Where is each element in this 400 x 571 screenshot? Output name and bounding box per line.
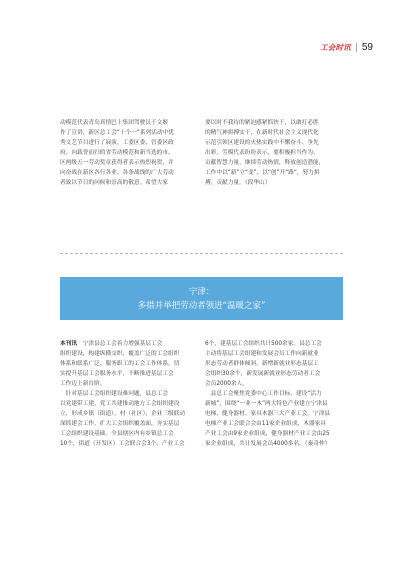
text-line: 贡献智慧力量，继续劳动热情，释放创造潜能， xyxy=(205,160,325,166)
text-line: 的精气神拼搏实干，在新时代社会主义现代化 xyxy=(205,130,319,136)
page-header xyxy=(320,40,373,54)
text-line: 府、向载誉而归的省劳动模范和新当选的市、 xyxy=(60,150,174,156)
section-divider xyxy=(60,253,343,254)
top-right-column xyxy=(205,118,347,188)
text-line: 电梯、健身器材、家具木器三大产业工会。宁津县 xyxy=(205,411,331,417)
text-line: 会组织30余个，新发展新就业形态劳动者工会 xyxy=(205,371,321,377)
text-line: 体系和联系广泛、服务职工的工会工作体系，切 xyxy=(60,361,180,367)
header-divider xyxy=(356,43,357,52)
text-line: 县总工会聚焦党委中心工作目标，建设“活力 xyxy=(205,391,322,397)
text-line: 形态劳动者群体倾斜，新增新就业形态基层工 xyxy=(205,361,319,367)
text-line: 产业工会由9家企业组成，健身器材产业工会由25 xyxy=(205,431,330,437)
text-line: 工作迈上新台阶。 xyxy=(60,381,106,387)
top-left-column xyxy=(60,118,202,188)
text-line: 组织建设，构建纵横交织、覆盖广泛的工会组织 xyxy=(60,351,180,357)
text-line: 作了宣讲，新区总工会“十个一”系列活动中优 xyxy=(60,130,174,136)
text-line: 搏，贡献力量。（段华山） xyxy=(205,180,271,186)
text-line: 会员2000余人。 xyxy=(205,381,248,387)
article-title-banner xyxy=(60,277,343,320)
text-line: 新城”，围绕“一业一木”两大特色产业建立宁津县 xyxy=(205,401,328,407)
text-line: 工会组织建设基础。全县辖区内有乡镇总工会 xyxy=(60,431,174,437)
text-line: 示范引领区建设的火热实践中不懈奋斗、争先 xyxy=(205,140,319,146)
text-line: 向奋战在新区各行各业、各条战线的广大劳动 xyxy=(60,170,174,176)
text-line: 者致以节日的问候和崇高的敬意。希望大家 xyxy=(60,180,169,186)
text-line: 立，形成乡镇（街道）、村（社区）、企业三级联动 xyxy=(60,411,186,417)
text-line: 秀文艺节目进行了展演。工委区委、管委区政 xyxy=(60,140,174,146)
section-logo: 工会时讯 xyxy=(320,42,351,52)
text-line: 家企业组成，共计发展会员4000多名。（秦奇仲） xyxy=(205,441,331,447)
text-line: 电梯产业工会联合会由11家企业组成，木器家具 xyxy=(205,421,326,427)
article-title: 多措并举把劳动者领进“温暖之家” xyxy=(137,300,266,311)
text-line: 出彩。劳模代表纷纷表示，要积极担当作为、 xyxy=(205,150,319,156)
text-line xyxy=(60,339,202,349)
text-line: 针对基层工会组织建设难问题，县总工会 xyxy=(60,391,169,397)
text-line: 以党建带工建，党工共建推动地方工会组织建设 xyxy=(60,401,180,407)
text-line: 动模范代表青岛真情巴士集团驾驶员于文姬 xyxy=(60,120,169,126)
text-line: 工作中以“新”立“变”、以“创”开“路”，努力拼 xyxy=(205,170,320,176)
article-lead-label: 本刊讯 xyxy=(60,341,78,347)
article-left-column xyxy=(60,339,202,449)
text-line: 深抓建会工作，扩大工会组织覆盖面，夯实基层 xyxy=(60,421,180,427)
text-line: 要以时不我待的紧迫感紧抓快干，以敢打必胜 xyxy=(205,120,319,126)
text-line: 主动将基层工会组建和发展会员工作向新就业 xyxy=(205,351,319,357)
page-number: 59 xyxy=(361,41,373,53)
article-right-column xyxy=(205,339,347,449)
article-title-place: 宁津： xyxy=(188,286,215,297)
text-segment: 宁津县总工会着力增强基层工会 xyxy=(77,341,163,347)
text-line: 区两级五一劳动奖章获得者表示热烈祝贺，并 xyxy=(60,160,174,166)
text-line: 实提升基层工会服务水平，不断推进基层工会 xyxy=(60,371,174,377)
text-line: 10个，街道（开发区）工会联合会3个，产业工会 xyxy=(60,441,185,447)
text-line: 6个，建基层工会组织共计500余家。县总工会 xyxy=(205,341,322,347)
